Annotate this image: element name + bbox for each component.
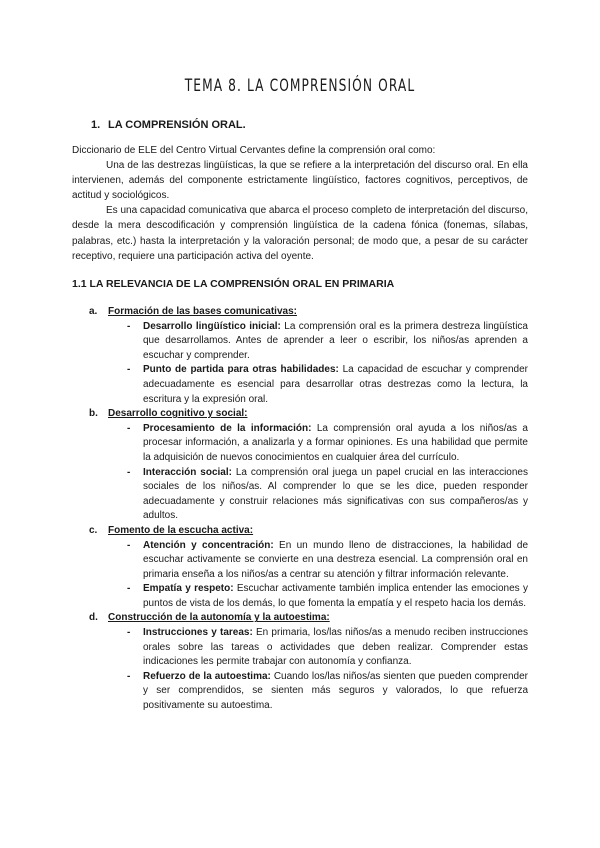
intro-block — [72, 143, 528, 264]
list-item — [89, 363, 528, 407]
section-letter: b. — [89, 408, 98, 420]
list-item — [89, 320, 528, 364]
item-term: Procesamiento de la información: — [143, 422, 312, 434]
section-heading — [89, 524, 528, 539]
item-text: En un mundo lleno de distracciones, la habilidad de escuchar activamente se convierte en una destreza esencial. La comprensión oral en primaria enseña a los niños/as a centrar su atención y filtrar información relevante. — [143, 539, 529, 580]
list-item — [89, 670, 528, 714]
section-letter: d. — [89, 612, 98, 624]
section-title: LA COMPRENSIÓN ORAL. — [108, 119, 246, 131]
list-item — [89, 422, 528, 466]
section-title: Desarrollo cognitivo y social: — [108, 408, 248, 420]
dash-bullet: - — [127, 364, 131, 376]
dash-bullet: - — [127, 466, 131, 478]
item-term: Refuerzo de la autoestima: — [143, 670, 271, 682]
item-term: Interacción social: — [143, 466, 232, 478]
outline-section-d — [89, 611, 528, 713]
list-item — [89, 626, 528, 670]
section-heading-1 — [91, 119, 246, 131]
outline-list — [89, 305, 528, 714]
outline-section-a — [89, 305, 528, 407]
item-term: Atención y concentración: — [143, 539, 274, 551]
dash-bullet: - — [127, 422, 131, 434]
section-heading — [89, 305, 528, 320]
dash-bullet: - — [127, 320, 131, 332]
intro-paragraph: Diccionario de ELE del Centro Virtual Cervantes define la comprensión oral como: — [72, 145, 436, 156]
item-term: Desarrollo lingüístico inicial: — [143, 320, 281, 332]
item-term: Punto de partida para otras habilidades: — [143, 364, 339, 376]
item-term: Instrucciones y tareas: — [143, 627, 253, 639]
section-number: 1. — [91, 119, 101, 131]
outline-section-c — [89, 524, 528, 612]
section-heading — [89, 407, 528, 422]
dash-bullet: - — [127, 583, 131, 595]
outline-section-b — [89, 407, 528, 524]
page-title: TEMA 8. LA COMPRENSIÓN ORAL — [184, 76, 416, 96]
list-item — [89, 582, 528, 611]
definition-paragraph-1: Una de las destrezas lingüísticas, la que se refiere a la interpretación del discurso oral. En ella intervienen, además del componente estrictamente lingüístico, factores cognitivos, perceptivos, de actitud y sociológicos. — [72, 160, 528, 202]
dash-bullet: - — [127, 627, 131, 639]
dash-bullet: - — [127, 670, 131, 682]
definition-paragraph-2: Es una capacidad comunicativa que abarca el proceso completo de interpretación del discurso, desde la mera descodificación y comprensión lingüística de la cadena fónica (fonemas, sílabas, palabras, etc.) hasta la interpretación y la valoración personal; de modo que, a pesar de su carácter receptivo, requiere una participación activa del oyente. — [72, 205, 528, 262]
item-text: La capacidad de escuchar y comprender adecuadamente es esencial para desarrollar otras destrezas como la lectura, la escritura y la expresión oral. — [143, 364, 528, 405]
item-text: Cuando los/las niños/as sienten que pueden comprender y ser comprendidos, se sienten más seguros y valorados, lo que refuerza positivamente su autoestima. — [143, 670, 528, 712]
section-title: Construcción de la autonomía y la autoestima: — [108, 612, 330, 624]
list-item — [89, 466, 528, 524]
item-term: Empatía y respeto: — [143, 583, 234, 595]
section-heading — [89, 611, 528, 626]
section-letter: a. — [89, 306, 98, 317]
section-title: Formación de las bases comunicativas: — [108, 306, 297, 317]
section-title: Fomento de la escucha activa: — [108, 524, 254, 536]
item-text: La comprensión oral juega un papel crucial en las interacciones sociales de los niños/as. Al comprender lo que se les dice, pueden responder adecuadamente y construir relaciones más significativas con sus compañeros/as y adultos. — [143, 466, 528, 522]
subsection-heading: 1.1 LA RELEVANCIA DE LA COMPRENSIÓN ORAL EN PRIMARIA — [72, 278, 395, 290]
dash-bullet: - — [127, 539, 131, 551]
item-text: En primaria, los/las niños/as a menudo reciben instrucciones orales sobre las tareas o actividades que deben realizar. Comprender estas indicaciones les permite trabajar con autonomía y confianza. — [143, 627, 528, 668]
list-item — [89, 539, 528, 583]
item-text: La comprensión oral es la primera destreza lingüística que desarrollamos. Antes de aprender a leer o escribir, los niños/as aprenden a escuchar y comprender. — [143, 320, 528, 361]
item-text: La comprensión oral ayuda a los niños/as a procesar información, a analizarla y a formar opiniones. Es una habilidad que permite la adquisición de nuevos conocimientos en cualquier área del currículo. — [143, 422, 528, 463]
section-letter: c. — [89, 524, 98, 536]
item-text: Escuchar activamente también implica entender las emociones y puntos de vista de los demás, lo que fomenta la empatía y el respeto hacia los demás. — [143, 583, 528, 609]
